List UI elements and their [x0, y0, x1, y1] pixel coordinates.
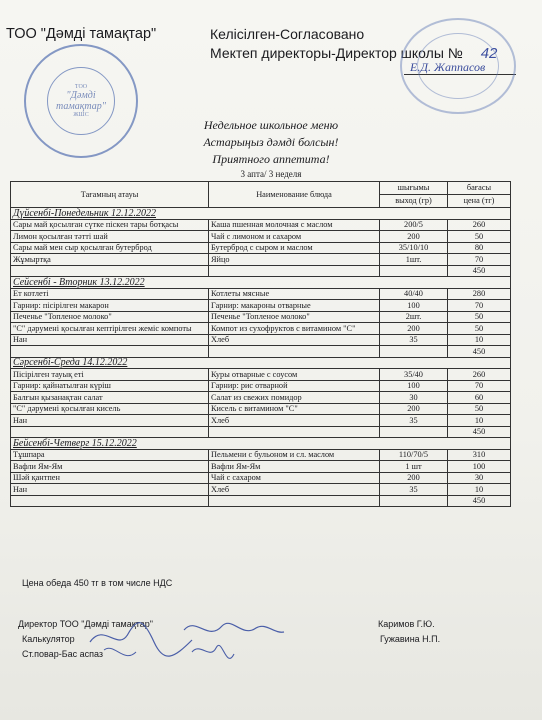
cell-yield: 200/5: [380, 219, 448, 231]
cell-ru: Хлеб: [209, 484, 380, 496]
table-row: [11, 242, 511, 254]
table-row: [11, 392, 511, 404]
cell-price: 80: [448, 242, 511, 254]
cell-kz: Балғын қызанақтан салат: [11, 392, 209, 404]
day-header-row: [11, 277, 511, 289]
cell-price: 70: [448, 254, 511, 266]
cell-ru: Гарнир: рис отварной: [209, 380, 380, 392]
price-note: Цена обеда 450 тг в том числе НДС: [22, 578, 173, 588]
table-row: [11, 231, 511, 243]
day-title: Дүйсенбі-Понедельник 12.12.2022: [11, 208, 511, 220]
day-header-row: [11, 357, 511, 369]
total-empty-cell: [11, 346, 209, 358]
cell-ru: Хлеб: [209, 334, 380, 346]
cell-yield: 30: [380, 392, 448, 404]
stamp-top: ТОО: [74, 84, 88, 90]
cell-yield: 35/10/10: [380, 242, 448, 254]
total-empty-cell: [11, 265, 209, 277]
table-row: [11, 288, 511, 300]
cell-kz: Сары май қосылған сүтке піскен тары ботқасы: [11, 219, 209, 231]
cell-kz: Лимон қосылған тәтті шай: [11, 231, 209, 243]
cell-price: 60: [448, 392, 511, 404]
cell-yield: 35: [380, 484, 448, 496]
total-empty-cell: [11, 426, 209, 438]
col-header-ru: Наименование блюда: [209, 182, 380, 208]
total-empty-cell: [380, 346, 448, 358]
cell-ru: Котлеты мясные: [209, 288, 380, 300]
cell-kz: Шәй қантпен: [11, 472, 209, 484]
table-row: [11, 484, 511, 496]
cell-ru: Куры отварные с соусом: [209, 369, 380, 381]
table-row: [11, 323, 511, 335]
handwritten-signatures: [84, 612, 294, 674]
cell-kz: Гарнир: қайнатылған күріш: [11, 380, 209, 392]
cell-yield: 35/40: [380, 369, 448, 381]
cell-kz: Нан: [11, 334, 209, 346]
table-row: [11, 254, 511, 266]
cell-ru: Кисель с витамином "С": [209, 403, 380, 415]
stamp-center-1: "Дәмді: [66, 90, 96, 101]
cell-yield: 35: [380, 334, 448, 346]
cell-yield: 100: [380, 300, 448, 312]
table-row: [11, 415, 511, 427]
cell-ru: Чай с лимоном и сахаром: [209, 231, 380, 243]
total-price: 450: [448, 495, 511, 507]
cell-kz: Вафли Ям-Ям: [11, 461, 209, 473]
table-row: [11, 380, 511, 392]
cell-kz: Сары май мен сыр қосылған бутерброд: [11, 242, 209, 254]
stamp-bottom: ЖШС: [73, 112, 89, 118]
cell-yield: 200: [380, 231, 448, 243]
cell-price: 30: [448, 472, 511, 484]
table-row: [11, 219, 511, 231]
day-header-row: [11, 438, 511, 450]
total-empty-cell: [209, 265, 380, 277]
cell-ru: Пельмени с бульоном и сл. маслом: [209, 449, 380, 461]
cell-yield: 110/70/5: [380, 449, 448, 461]
total-row: [11, 265, 511, 277]
cell-yield: 200: [380, 472, 448, 484]
table-header-row: [11, 182, 511, 195]
org-name: ТОО "Дәмді тамақтар": [6, 26, 157, 42]
calculator-line: Калькулятор: [22, 634, 75, 644]
table-row: [11, 311, 511, 323]
cell-price: 70: [448, 300, 511, 312]
cell-yield: 1шт.: [380, 254, 448, 266]
cell-ru: Чай с сахаром: [209, 472, 380, 484]
cell-ru: Яйцо: [209, 254, 380, 266]
cell-ru: Салат из свежих помидор: [209, 392, 380, 404]
cell-price: 280: [448, 288, 511, 300]
total-price: 450: [448, 265, 511, 277]
cell-ru: Гарнир: макароны отварные: [209, 300, 380, 312]
table-row: [11, 461, 511, 473]
cell-price: 10: [448, 484, 511, 496]
day-title: Бейсенбі-Четверг 15.12.2022: [11, 438, 511, 450]
col-header-yield-top: шығымы: [380, 182, 448, 195]
greeting-kz: Астарыңыз дәмді болсын!: [203, 135, 339, 149]
cell-yield: 40/40: [380, 288, 448, 300]
menu-table: [10, 181, 511, 507]
agreed-label: Келісілген-Согласовано: [210, 26, 365, 42]
cell-ru: Хлеб: [209, 415, 380, 427]
cell-price: 260: [448, 369, 511, 381]
table-row: [11, 449, 511, 461]
cell-yield: 200: [380, 323, 448, 335]
menu-title: Недельное школьное меню: [203, 118, 339, 132]
cell-price: 50: [448, 231, 511, 243]
signer-signature: Е.Д. Жаппасов: [410, 60, 486, 74]
total-empty-cell: [209, 495, 380, 507]
cell-yield: 100: [380, 380, 448, 392]
director-name: Каримов Г.Ю.: [378, 619, 435, 629]
cell-kz: Тұшпара: [11, 449, 209, 461]
cell-price: 50: [448, 323, 511, 335]
calculator-name: Гужавина Н.П.: [380, 634, 441, 644]
col-header-price-top: бағасы: [448, 182, 511, 195]
week-label: 3 апта/ 3 неделя: [240, 169, 302, 179]
cell-ru: Каша пшенная молочная с маслом: [209, 219, 380, 231]
cell-kz: "С" дәрумені қосылған кептірілген жеміс компоты: [11, 323, 209, 335]
cell-kz: "С" дәрумені қосылған кисель: [11, 403, 209, 415]
menu-body: [11, 208, 511, 507]
greeting-ru: Приятного аппетита!: [212, 152, 330, 166]
total-empty-cell: [380, 426, 448, 438]
cell-price: 10: [448, 334, 511, 346]
total-row: [11, 495, 511, 507]
total-price: 450: [448, 426, 511, 438]
cell-kz: Печенье "Топленое молоко": [11, 311, 209, 323]
total-empty-cell: [209, 346, 380, 358]
cell-price: 10: [448, 415, 511, 427]
cell-kz: Нан: [11, 484, 209, 496]
day-title: Сәрсенбі-Среда 14.12.2022: [11, 357, 511, 369]
director-line: Директор ТОО "Дәмді тамақтар": [18, 619, 153, 629]
total-empty-cell: [209, 426, 380, 438]
cell-kz: Гарнир: пісірілген макарон: [11, 300, 209, 312]
table-row: [11, 472, 511, 484]
cell-ru: Компот из сухофруктов с витамином "С": [209, 323, 380, 335]
cell-kz: Пісірілген тауық еті: [11, 369, 209, 381]
cell-yield: 35: [380, 415, 448, 427]
day-header-row: [11, 208, 511, 220]
col-header-yield-bottom: выход (гр): [380, 195, 448, 208]
cell-price: 310: [448, 449, 511, 461]
col-header-kz: Тағамның атауы: [11, 182, 209, 208]
cell-price: 260: [448, 219, 511, 231]
cell-kz: Ет котлеті: [11, 288, 209, 300]
cell-yield: 2шт.: [380, 311, 448, 323]
total-empty-cell: [380, 495, 448, 507]
total-empty-cell: [11, 495, 209, 507]
cell-price: 50: [448, 403, 511, 415]
director-title-text: Мектеп директоры-Директор школы №: [210, 45, 463, 61]
cell-kz: Нан: [11, 415, 209, 427]
school-number: 42: [480, 45, 498, 62]
cell-ru: Бутерброд с сыром и маслом: [209, 242, 380, 254]
total-row: [11, 346, 511, 358]
cell-ru: Печенье "Топленое молоко": [209, 311, 380, 323]
total-empty-cell: [380, 265, 448, 277]
total-row: [11, 426, 511, 438]
cell-price: 70: [448, 380, 511, 392]
table-row: [11, 369, 511, 381]
table-row: [11, 334, 511, 346]
cell-price: 50: [448, 311, 511, 323]
cell-kz: Жұмыртқа: [11, 254, 209, 266]
cell-yield: 200: [380, 403, 448, 415]
cell-ru: Вафли Ям-Ям: [209, 461, 380, 473]
cell-price: 100: [448, 461, 511, 473]
school-stamp: [400, 18, 516, 114]
cell-yield: 1 шт: [380, 461, 448, 473]
col-header-price-bottom: цена (тг): [448, 195, 511, 208]
stamp-center-2: тамақтар": [56, 101, 106, 112]
table-row: [11, 403, 511, 415]
cook-line: Ст.повар-Бас аспаз: [22, 649, 104, 659]
total-price: 450: [448, 346, 511, 358]
day-title: Сейсенбі - Вторник 13.12.2022: [11, 277, 511, 289]
table-row: [11, 300, 511, 312]
